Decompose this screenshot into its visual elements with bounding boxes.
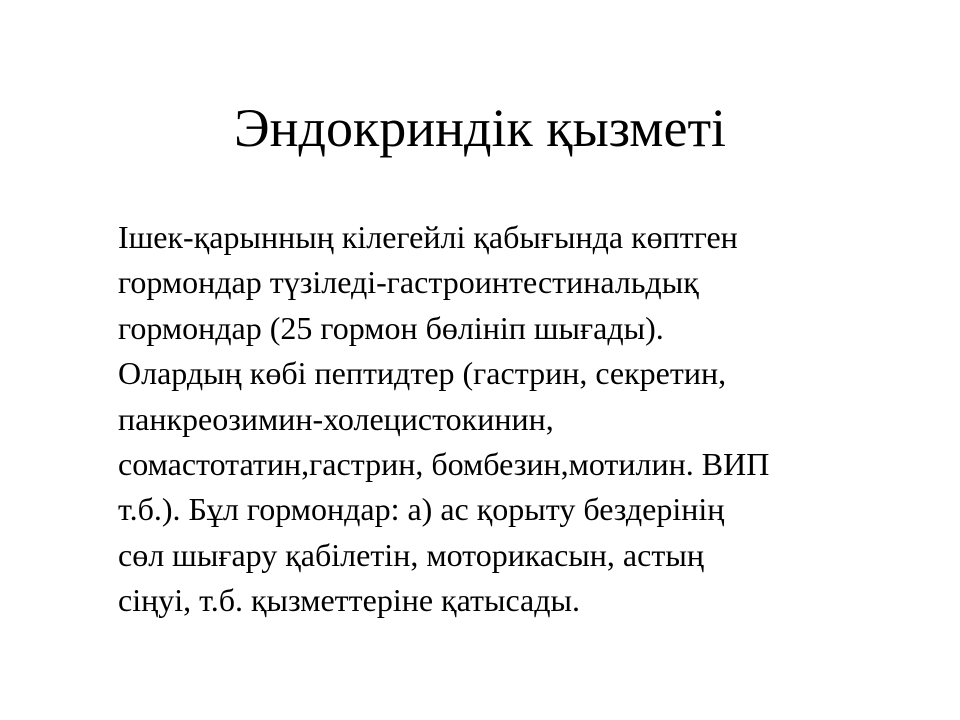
body-line: Олардың көбі пептидтер (гастрин, секретин, <box>118 355 727 392</box>
body-line: сөл шығару қабілетін, моторикасын, астың <box>118 536 704 573</box>
body-line: т.б.). Бұл гормондар: а) ас қорыту бездерінің <box>118 491 725 528</box>
body-line: сіңуі, т.б. қызметтеріне қатысады. <box>118 582 581 619</box>
body-line: гормондар (25 гормон бөлініп шығады). <box>118 309 664 346</box>
body-line: сомастотатин,гастрин, бомбезин,мотилин. ВИП <box>118 446 770 483</box>
body-line: панкреозимин-холецистокинин, <box>118 400 554 437</box>
body-line: Ішек-қарынның кілегейлі қабығында көптген <box>118 219 738 255</box>
body-line: гормондар түзіледі-гастроинтестинальдық <box>118 264 699 301</box>
slide-body-text <box>118 215 908 624</box>
slide-title: Эндокриндік қызметі <box>233 98 727 158</box>
